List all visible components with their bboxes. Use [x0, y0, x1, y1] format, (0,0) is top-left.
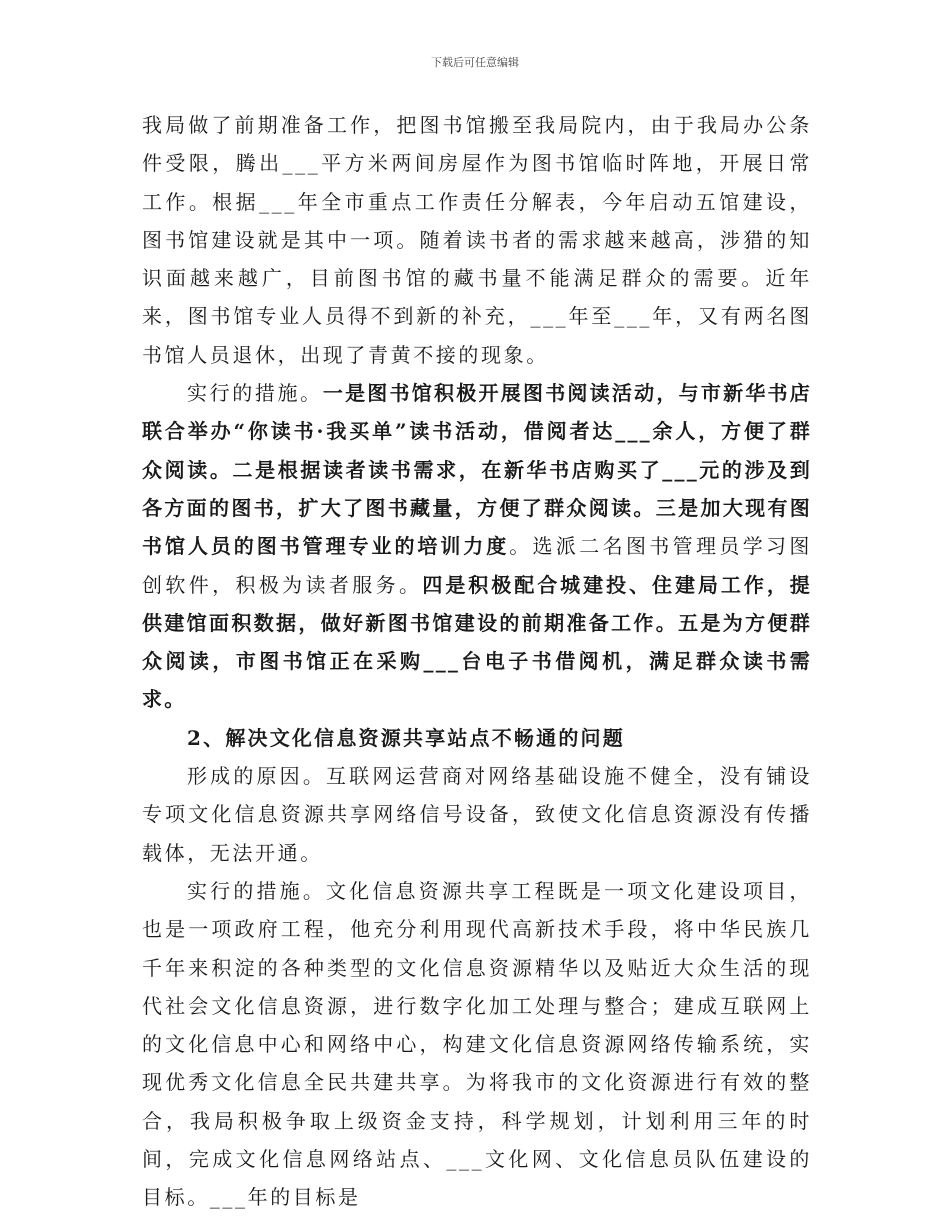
measures-plain-part: 。选派二名图书管理员学习图创软件，积极为读者服务。 [142, 534, 812, 597]
measures-bold-part-2: 四是积极配合城建投、住建局工作，提供建馆面积数据，做好新图书馆建设的前期准备工作。五是为方便群众阅读，市图书馆正在采购___台电子书借阅机，满足群众读书需求。 [142, 572, 812, 712]
paragraph-network-causes: 形成的原因。互联网运营商对网络基础设施不健全，没有铺设专项文化信息资源共享网络信号设备，致使文化信息资源没有传播载体，无法开通。 [142, 764, 812, 865]
paragraph-network-measures: 实行的措施。文化信息资源共享工程既是一项文化建设项目，也是一项政府工程，他充分利用现代高新技术手段，将中华民族几千年来积淀的各种类型的文化信息资源精华以及贴近大众生活的现代社会文化信息资源，进行数字化加工处理与整合；建成互联网上的文化信息中心和网络中心，构建文化信息资源网络传输系统，实现优秀文化信息全民共建共享。为将我市的文化资源进行有效的整合，我局积极争取上级资金支持，科学规划，计划利用三年的时间，完成文化信息网络站点、___文化网、文化信息员队伍建设的目标。___年的目标是 [142, 878, 812, 1210]
paragraph-library-background: 我局做了前期准备工作，把图书馆搬至我局院内，由于我局办公条件受限，腾出___平方米两间房屋作为图书馆临时阵地，开展日常工作。根据___年全市重点工作责任分解表，今年启动五馆建设，图书馆建设就是其中一项。随着读书者的需求越来越高，涉猎的知识面越来越广，目前图书馆的藏书量不能满足群众的需要。近年来，图书馆专业人员得不到新的补充，___年至___年，又有两名图书馆人员退休，出现了青黄不接的现象。 [142, 113, 812, 367]
measures-label: 实行的措施。 [187, 381, 323, 406]
paragraph-library-measures [142, 374, 812, 719]
document-body [142, 106, 812, 1217]
section-heading-2: 2、解决文化信息资源共享站点不畅通的问题 [187, 725, 625, 750]
measures-bold-part-1: 一是图书馆积极开展图书阅读活动，与市新华书店联合举办“你读书·我买单”读书活动，借阅者达___余人，方便了群众阅读。二是根据读者读书需求，在新华书店购买了___元的涉及到各方面的图书，扩大了图书藏量，方便了群众阅读。三是加大现有图书馆人员的图书管理专业的培训力度 [142, 381, 812, 559]
page-header-note: 下载后可任意编辑 [431, 56, 519, 69]
